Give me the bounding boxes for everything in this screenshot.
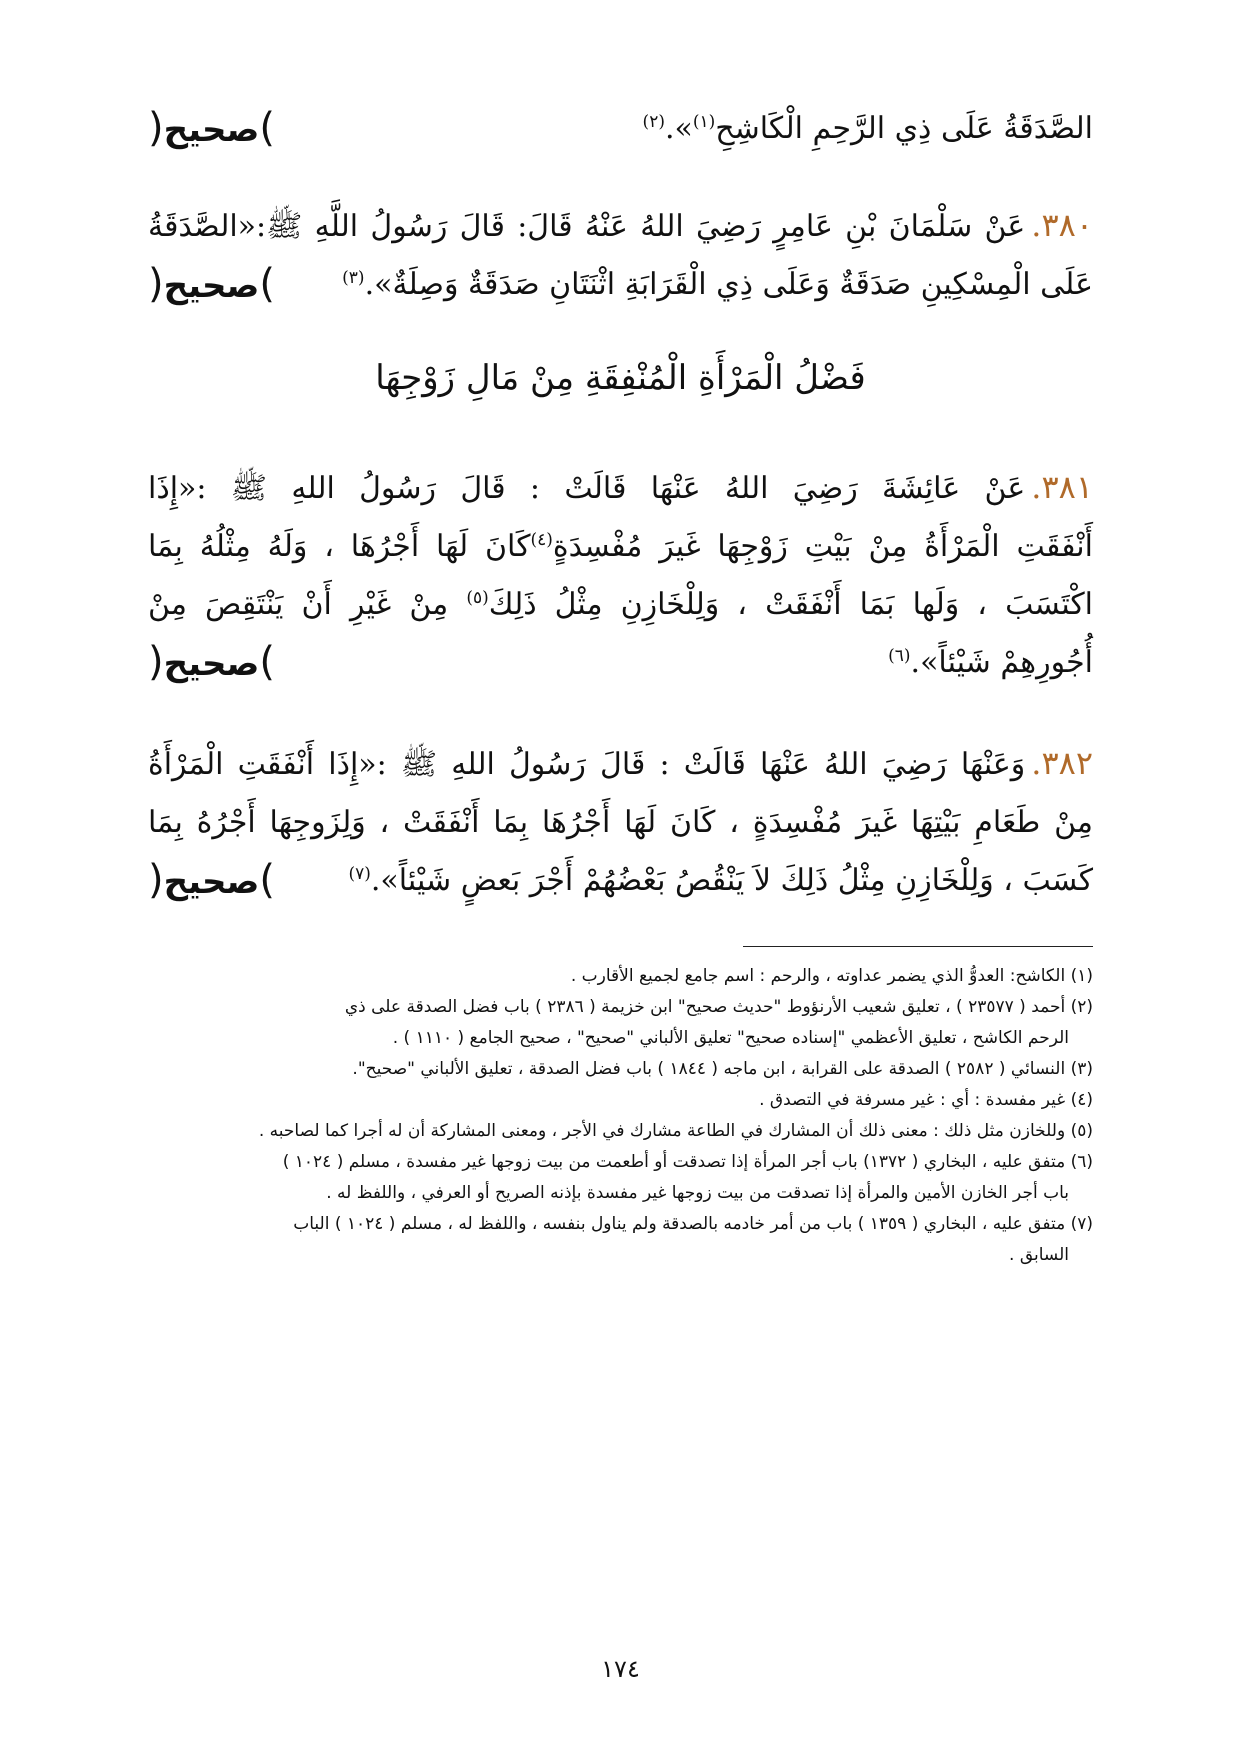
footnote-3: (٣) النسائي ( ٢٥٨٢ ) الصدقة على القرابة ، ابن ماجه ( ١٨٤٤ ) باب فضل الصدقة ، تعليق الألباني "صحيح".	[352, 1059, 1093, 1079]
hadith-text: عَنْ عَائِشَةَ رَضِيَ اللهُ عَنْهَا قَالَتْ : قَالَ رَسُولُ اللهِ ﷺ :«إِذَا	[148, 471, 1026, 506]
hadith-382	[148, 734, 1093, 910]
hadith-line	[148, 794, 1093, 852]
grade-badge: )صحيح(	[148, 639, 275, 685]
footnote-ref-1: (١)	[692, 112, 716, 132]
footnote-4: (٤) غير مفسدة : أي : غير مسرفة في التصدق .	[759, 1090, 1093, 1110]
hadith-line	[148, 634, 1093, 692]
hadith-text: مِنْ طَعَامِ بَيْتِهَا غَيرَ مُفْسِدَةٍ ، كَانَ لَهَا أَجْرُهَا بِمَا أَنْفَقَتْ ، وَلِزَوجِهَا أَجْرُهُ بِمَا	[148, 805, 1093, 840]
footnote-6: (٦) متفق عليه ، البخاري ( ١٣٧٢) باب أجر المرأة إذا تصدقت أو أطعمت من بيت زوجها غير مفسدة ، مسلم ( ١٠٢٤ ) باب أجر الخازن الأمين والمرأة إذا تصدقت من بيت زوجها غير مفسدة بإذنه الصريح أو العرفي ، واللفظ له .	[282, 1152, 1093, 1203]
footnote-divider	[743, 946, 1093, 947]
continuation-line	[148, 100, 1093, 158]
hadith-line	[148, 734, 1093, 794]
grade-badge: )صحيح(	[148, 105, 275, 151]
footnotes	[148, 961, 1093, 1271]
hadith-381	[148, 458, 1093, 692]
hadith-text: كَسَبَ ، وَلِلْخَازِنِ مِثْلُ ذَلِكَ لاَ يَنْقُصُ بَعْضُهُمْ أَجْرَ بَعضٍ شَيْئاً».	[370, 863, 1093, 898]
footnote-5: (٥) وللخازن مثل ذلك : معنى ذلك أن المشارك في الطاعة مشارك في الأجر ، ومعنى المشاركة أن له أجرا كما لصاحبه .	[258, 1121, 1093, 1141]
page-number: ١٧٤	[601, 1655, 640, 1683]
section-heading: فَضْلُ الْمَرْأَةِ الْمُنْفِقَةِ مِنْ مَالِ زَوْجِهَا	[375, 358, 866, 398]
hadith-line	[148, 852, 1093, 910]
hadith-line	[148, 196, 1093, 256]
hadith-number: ٣٨٠.	[1031, 206, 1093, 244]
hadith-line	[148, 458, 1093, 518]
hadith-text: اكْتَسَبَ ، وَلَها بَمَا أَنْفَقَتْ ، وَلِلْخَازِنِ مِثْلُ ذَلِكَ	[488, 587, 1093, 622]
hadith-text: أَنْفَقَتِ الْمَرْأَةُ مِنْ بَيْتِ زَوْجِهَا غَيرَ مُفْسِدَةٍ	[552, 529, 1093, 564]
book-page	[148, 100, 1093, 1720]
footnote-7: (٧) متفق عليه ، البخاري ( ١٣٥٩ ) باب من أمر خادمه بالصدقة ولم يناول بنفسه ، واللفظ له ، مسلم ( ١٠٢٤ ) الباب السابق .	[293, 1214, 1093, 1265]
grade-badge: )صحيح(	[148, 261, 275, 307]
footnote-ref-4: (٤)	[530, 530, 553, 550]
hadith-text: عَنْ سَلْمَانَ بْنِ عَامِرٍ رَضِيَ اللهُ عَنْهُ قَالَ: قَالَ رَسُولُ اللَّهِ ﷺ:«الصَّدَقَةُ	[148, 209, 1026, 244]
hadith-number: ٣٨١.	[1031, 468, 1093, 506]
grade-badge: )صحيح(	[148, 857, 275, 903]
hadith-text: مِنْ غَيْرِ أَنْ يَنْتَقِصَ مِنْ	[148, 587, 449, 622]
continuation-text: الصَّدَقَةُ عَلَى ذِي الرَّحِمِ الْكَاشِحِ	[715, 111, 1093, 146]
footnote-ref-2: (٢)	[642, 112, 665, 132]
footnote-ref-6: (٦)	[888, 646, 911, 666]
footnote-2: (٢) أحمد ( ٢٣٥٧٧ ) ، تعليق شعيب الأرنؤوط "حديث صحيح" ابن خزيمة ( ٢٣٨٦ ) باب فضل الصدقة على ذي الرحم الكاشح ، تعليق الأعظمي "إسناده صحيح" تعليق الألباني "صحيح" ، صحيح الجامع ( ١١١٠ ) .	[344, 997, 1093, 1048]
hadith-380	[148, 196, 1093, 314]
hadith-line	[148, 518, 1093, 576]
footnote-ref-7: (٧)	[348, 864, 371, 884]
hadith-text: وَعَنْهَا رَضِيَ اللهُ عَنْهَا قَالَتْ : قَالَ رَسُولُ اللهِ ﷺ :«إِذَا أَنْفَقَتِ الْمَرْأَةُ	[148, 747, 1026, 782]
hadith-line	[148, 256, 1093, 314]
hadith-text: أُجُورِهِمْ شَيْئاً».	[910, 645, 1093, 680]
footnote-ref-3: (٣)	[342, 268, 365, 288]
hadith-line	[148, 576, 1093, 634]
hadith-text: كَانَ لَهَا أَجْرُهَا ، وَلَهُ مِثْلُهُ بِمَا	[148, 529, 531, 564]
continuation-tail: ».	[664, 111, 693, 146]
hadith-number: ٣٨٢.	[1031, 744, 1093, 782]
hadith-text: عَلَى الْمِسْكِينِ صَدَقَةٌ وَعَلَى ذِي الْقَرَابَةِ اثْنَتَانِ صَدَقَةٌ وَصِلَةٌ».	[364, 267, 1093, 302]
footnote-ref-5: (٥)	[466, 588, 489, 608]
footnote-1: (١) الكاشح: العدوُّ الذي يضمر عداوته ، والرحم : اسم جامع لجميع الأقارب .	[570, 966, 1093, 986]
